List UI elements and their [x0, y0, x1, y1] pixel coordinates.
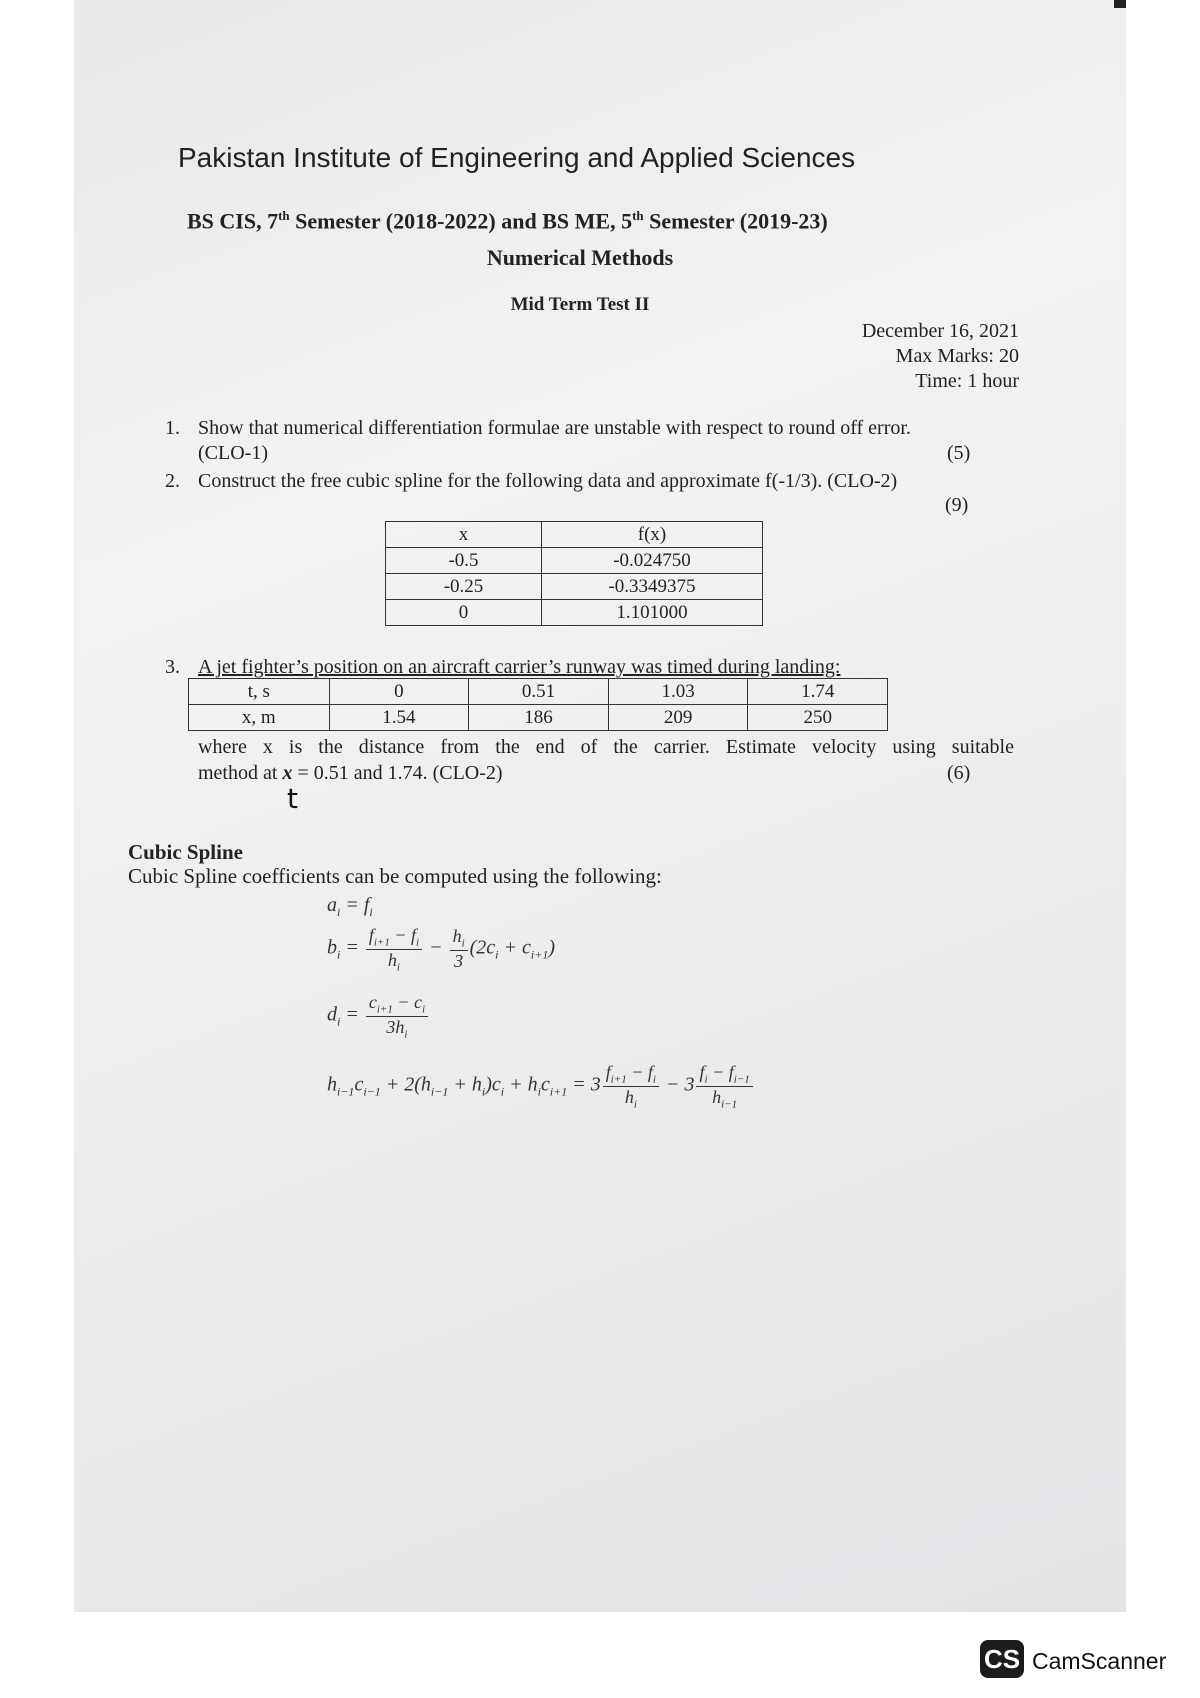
table-cell: 1.03: [608, 679, 748, 705]
spline-heading: Cubic Spline: [128, 840, 243, 864]
table-cell: 250: [748, 705, 888, 731]
table-cell: 0.51: [469, 679, 609, 705]
table-cell: 1.101000: [542, 600, 763, 626]
course-title: Numerical Methods: [486, 245, 674, 270]
max-marks: Max Marks: 20: [895, 345, 1019, 367]
table-cell: -0.024750: [542, 548, 763, 574]
table-cell: 0: [386, 600, 542, 626]
table-row: [386, 522, 763, 548]
q3-line2: method at x = 0.51 and 1.74. (CLO-2): [198, 762, 503, 784]
table-cell: 1.74: [748, 679, 888, 705]
q3-text: A jet fighter’s position on an aircraft carrier’s runway was timed during landing:: [198, 656, 841, 678]
handwritten-cross: x: [282, 762, 293, 784]
table-header-cell: x: [386, 522, 542, 548]
q3-line1: where x is the distance from the end of the carrier. Estimate velocity using suitable: [198, 736, 1014, 758]
table-cell: -0.25: [386, 574, 542, 600]
q2-number: 2.: [165, 470, 180, 492]
table-row: [189, 679, 888, 705]
paper-edge-mark: [1114, 0, 1126, 8]
q3-marks: (6): [947, 762, 971, 784]
program-line: BS CIS, 7th Semester (2018-2022) and BS ME, 5th Semester (2019-23): [187, 208, 828, 234]
camscanner-logo: CS: [980, 1640, 1024, 1678]
table-cell: 1.54: [329, 705, 469, 731]
exam-date: December 16, 2021: [861, 320, 1019, 342]
jet-position-table: [188, 678, 888, 731]
q2-marks: (9): [945, 494, 969, 516]
table-header-cell: f(x): [542, 522, 763, 548]
formula-d: $d_i$ = $\frac{c_{i+1} - c_i}{3h_i}$: [327, 992, 430, 1040]
table-cell: 209: [608, 705, 748, 731]
table-row: [386, 574, 763, 600]
q2-text: Construct the free cubic spline for the following data and approximate f(-1/3). (CLO-2): [198, 470, 898, 492]
q1-marks: (5): [947, 442, 971, 464]
table-row: [189, 705, 888, 731]
formula-b: $b_i$ = $\frac{f_{i+1} - f_i}{h_i}$ − $\frac{h_i}{3}$ $(2c_i + c_{i+1})$: [327, 925, 555, 974]
spline-intro: Cubic Spline coefficients can be computed using the following:: [128, 864, 662, 888]
table-row: [386, 548, 763, 574]
scanned-paper: [74, 0, 1126, 1612]
exam-time: Time: 1 hour: [915, 370, 1019, 392]
table-cell: -0.3349375: [542, 574, 763, 600]
q3-number: 3.: [165, 656, 180, 678]
q1-clo: (CLO-1): [198, 442, 268, 464]
handwritten-t: t: [287, 782, 298, 815]
camscanner-brand: CamScanner: [1032, 1648, 1167, 1674]
formula-a: $a_i = f_i$: [327, 894, 373, 919]
spline-data-table: [385, 521, 763, 626]
institute-title: Pakistan Institute of Engineering and Applied Sciences: [178, 142, 856, 173]
formula-system: $h_{i-1}c_{i-1} + 2(h_{i-1} + h_i)c_i + h_ic_{i+1} = 3$ $\frac{f_{i+1} - f_i}{h_i}$ − 3 $\frac{f_i - f_{i-1}}{h_{i-1}}$: [327, 1062, 755, 1110]
q1-text: Show that numerical differentiation formulae are unstable with respect to round off error.: [198, 417, 911, 439]
table-cell: 186: [469, 705, 609, 731]
q1-number: 1.: [165, 417, 180, 439]
table-row: [386, 600, 763, 626]
table-header-cell: x, m: [189, 705, 330, 731]
table-cell: 0: [329, 679, 469, 705]
exam-title: Mid Term Test II: [510, 294, 650, 315]
table-header-cell: t, s: [189, 679, 330, 705]
table-cell: -0.5: [386, 548, 542, 574]
